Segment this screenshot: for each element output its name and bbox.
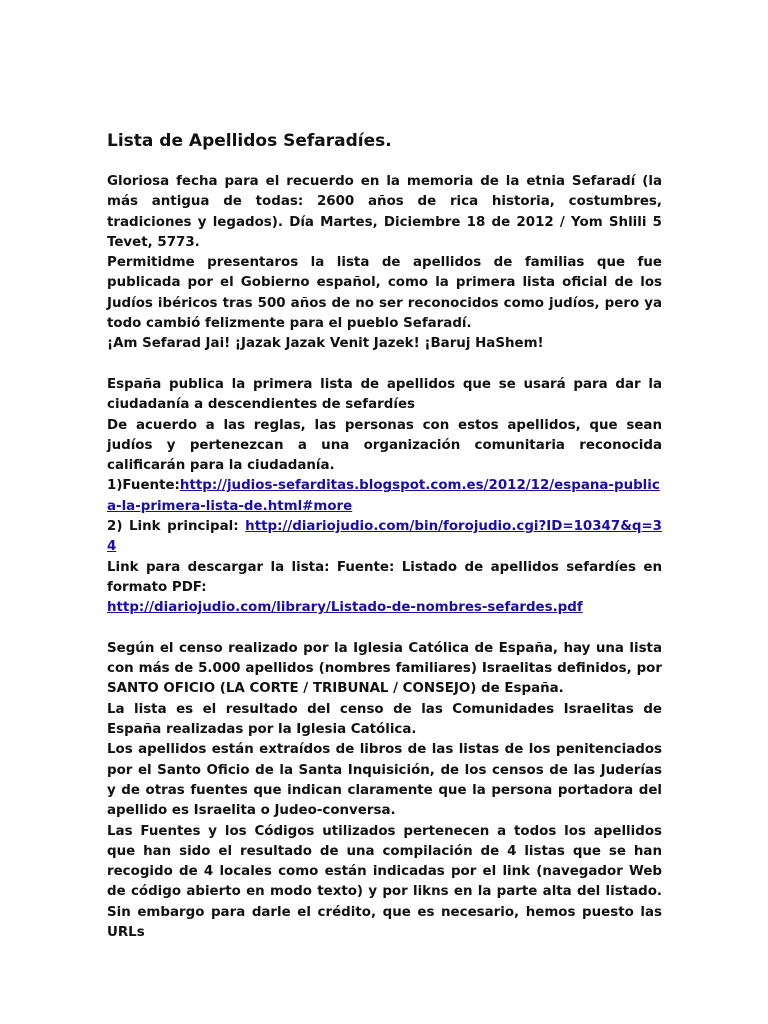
- source-2-label: 2) Link principal:: [107, 519, 246, 535]
- paragraph-gap: [107, 619, 662, 639]
- census-paragraph-1: Según el censo realizado por la Iglesia Católica de España, hay una lista con más de 5.000 apellidos (nombres familiares) Israelitas definidos, por SANTO OFICIO (LA CORTE / TRIBUNAL / CONSEJO) de España.: [107, 640, 662, 697]
- source-1-link[interactable]: http://judios-sefarditas.blogspot.com.es/2012/12/espana-publica-la-primera-lista-de.html#more: [107, 478, 660, 514]
- news-paragraph-2: De acuerdo a las reglas, las personas con estos apellidos, que sean judíos y pertenezcan a una organización comunitaria reconocida calificarán para la ciudadanía.: [107, 417, 662, 474]
- source-2-line: [107, 517, 662, 558]
- intro-paragraph-3: ¡Am Sefarad Jai! ¡Jazak Jazak Venit Jazek! ¡Baruj HaShem!: [107, 336, 544, 352]
- census-paragraph-2: La lista es el resultado del censo de las Comunidades Israelitas de España realizadas por la Iglesia Católica.: [107, 701, 662, 738]
- pdf-download-link[interactable]: http://diariojudio.com/library/Listado-de-nombres-sefardes.pdf: [107, 600, 583, 616]
- paragraph-gap: [107, 355, 662, 375]
- intro-paragraph-2: Permitidme presentaros la lista de apellidos de familias que fue publicada por el Gobierno español, como la primera lista oficial de los Judíos ibéricos tras 500 años de no ser reconocidos como judíos, pero ya todo cambió felizmente para el pueblo Sefaradí.: [107, 255, 662, 332]
- pdf-link-line: [107, 598, 662, 618]
- census-paragraph-4: Las Fuentes y los Códigos utilizados pertenecen a todos los apellidos que han sido el resultado de una compilación de 4 listas que se han recogido de 4 locales como están indicadas por el link (navegador Web de código abierto en modo texto) y por likns en la parte alta del listado. Sin embargo para darle el crédito, que es necesario, hemos puesto las URLs: [107, 823, 662, 940]
- source-1-label: 1)Fuente:: [107, 478, 180, 494]
- source-1-line: [107, 476, 662, 517]
- page-title: Lista de Apellidos Sefaradíes.: [107, 131, 392, 151]
- intro-paragraph-1: Gloriosa fecha para el recuerdo en la memoria de la etnia Sefaradí (la más antigua de todas: 2600 años de rica historia, costumbres, tradiciones y legados). Día Martes, Diciembre 18 de 2012 / Yom Shlili 5 Tevet, 5773.: [107, 174, 662, 250]
- census-paragraph-3: Los apellidos están extraídos de libros de las listas de los penitenciados por el Santo Oficio de la Santa Inquisición, de los censos de las Juderías y de otras fuentes que indican claramente que la persona portadora del apellido es Israelita o Judeo-conversa.: [107, 742, 662, 819]
- pdf-download-text: Link para descargar la lista: Fuente: Listado de apellidos sefardíes en formato PDF:: [107, 559, 662, 595]
- source-2-link[interactable]: http://diariojudio.com/bin/forojudio.cgi?ID=10347&q=34: [107, 519, 662, 555]
- news-paragraph-1: España publica la primera lista de apellidos que se usará para dar la ciudadanía a descendientes de sefardíes: [107, 376, 662, 413]
